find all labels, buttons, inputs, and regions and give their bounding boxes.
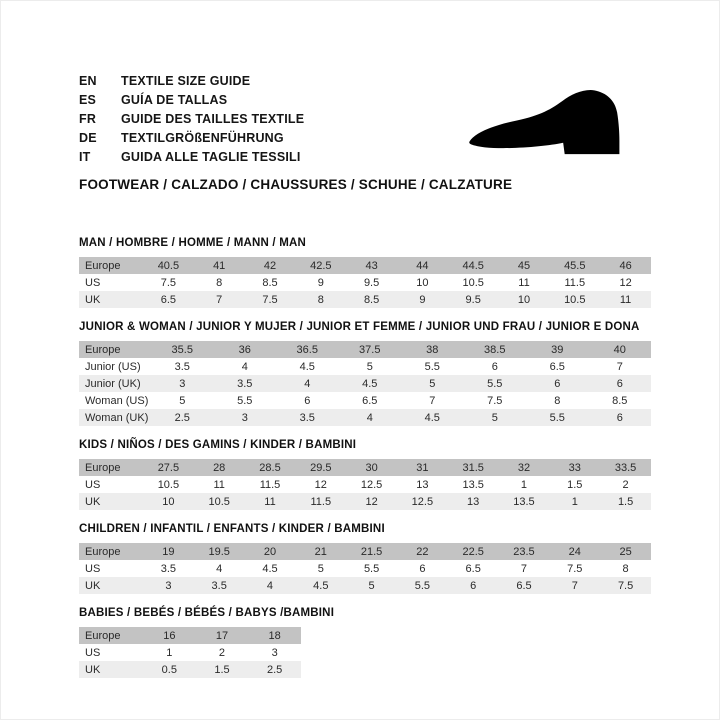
language-code: ES [79,93,97,107]
size-value: 25 [619,545,632,558]
size-value: 6.5 [516,579,532,592]
table-title: KIDS / NIÑOS / DES GAMINS / KINDER / BAMBINI [79,439,357,451]
size-value: 4.5 [424,411,440,424]
size-value: 3.5 [174,360,190,373]
size-tables [79,237,647,678]
size-value: 20 [263,545,277,558]
size-value: 4 [366,411,373,424]
table-row [79,291,651,308]
size-value: 18 [268,629,281,642]
table-row [79,392,651,409]
size-value: 28 [213,461,226,474]
size-value: 5 [366,360,373,373]
size-value: 9 [317,276,324,289]
language-code: EN [79,74,97,88]
size-value: 16 [163,629,176,642]
size-value: 5 [179,394,186,407]
row-label: US [85,646,101,659]
size-value: 11.5 [564,276,586,289]
size-value: 9.5 [465,293,481,306]
row-label: Junior (US) [85,360,141,373]
size-value: 7.5 [262,293,278,306]
table-title: MAN / HOMBRE / HOMME / MANN / MAN [79,237,307,249]
size-value: 4 [304,377,311,390]
table-row [79,257,651,274]
size-value: 11.5 [259,478,281,491]
size-value: 5.5 [414,579,431,592]
size-value: 38.5 [484,343,506,356]
language-code: FR [79,112,97,126]
size-value: 10.5 [564,293,586,306]
size-value: 31.5 [462,461,484,474]
size-table-section [79,237,647,308]
category-heading: FOOTWEAR / CALZADO / CHAUSSURES / SCHUHE / CALZATURE [79,177,513,192]
size-value: 10 [162,495,175,508]
size-value: 7 [429,394,436,407]
size-value: 6 [616,377,623,390]
size-value: 4 [266,579,274,592]
size-value: 45.5 [564,259,586,272]
size-value: 4 [216,562,223,575]
size-value: 38 [426,343,439,356]
row-label: Europe [85,629,121,642]
size-value: 2 [218,646,226,659]
size-value: 8.5 [262,276,278,289]
size-value: 4 [241,360,248,373]
table-row [79,409,651,426]
size-value: 1 [571,495,578,508]
size-value: 7.5 [567,562,583,575]
table-row [79,493,651,510]
size-value: 32 [517,461,531,474]
size-value: 7.5 [487,394,503,407]
size-value: 8 [317,293,324,306]
size-table [79,543,651,594]
size-value: 12 [365,495,378,508]
size-value: 5.5 [237,394,253,407]
row-label: Woman (UK) [85,411,149,424]
size-value: 3 [241,411,248,424]
size-value: 3.5 [299,411,315,424]
size-value: 22 [416,545,429,558]
size-value: 3 [165,579,172,592]
size-table-section [79,523,647,594]
table-row [79,644,301,661]
size-value: 7 [571,579,578,592]
table-title: CHILDREN / INFANTIL / ENFANTS / KINDER / BAMBINI [79,523,385,535]
size-value: 7 [616,360,623,373]
size-value: 35.5 [171,343,193,356]
size-value: 21 [314,545,327,558]
size-value: 33.5 [614,461,637,474]
row-label: US [85,276,101,289]
size-value: 4.5 [262,562,278,575]
size-value: 8 [622,562,629,575]
language-label: GUIDA ALLE TAGLIE TESSILI [121,150,301,164]
size-value: 0.5 [161,663,177,676]
size-table-section [79,439,647,510]
size-value: 44 [416,259,429,272]
size-table [79,627,301,678]
size-table-section [79,321,647,426]
size-value: 17 [215,629,229,642]
size-value: 7 [216,293,223,306]
size-value: 23.5 [513,545,535,558]
size-value: 44.5 [462,259,484,272]
size-value: 29.5 [310,461,332,474]
table-row [79,627,301,644]
size-value: 6.5 [160,293,177,306]
size-value: 5 [429,377,436,390]
size-value: 10.5 [462,276,484,289]
language-code: DE [79,131,97,145]
size-value: 4.5 [299,360,315,373]
size-value: 6.5 [549,360,565,373]
size-value: 46 [619,259,632,272]
size-table [79,257,651,308]
size-value: 12.5 [411,495,434,508]
size-value: 13.5 [462,478,484,491]
size-value: 39 [551,343,564,356]
size-value: 11 [518,276,530,289]
size-value: 12 [619,276,632,289]
size-value: 5 [317,562,324,575]
table-row [79,341,651,358]
row-label: Woman (US) [85,394,149,407]
size-value: 8 [554,394,561,407]
size-value: 1.5 [617,495,634,508]
row-label: Europe [85,545,121,558]
size-table [79,459,651,510]
size-value: 5 [491,411,498,424]
size-value: 3.5 [211,579,227,592]
table-row [79,661,301,678]
row-label: Europe [85,461,121,474]
table-row [79,375,651,392]
size-value: 6 [470,579,477,592]
size-value: 40 [613,343,626,356]
size-value: 28.5 [259,461,281,474]
size-value: 36 [238,343,251,356]
size-value: 41 [213,259,226,272]
table-row [79,358,651,375]
size-value: 2.5 [267,663,283,676]
size-value: 4.5 [313,579,329,592]
size-value: 11.5 [310,495,332,508]
language-label: GUIDE DES TAILLES TEXTILE [121,112,305,126]
size-value: 12.5 [360,478,383,491]
size-value: 5.5 [363,562,380,575]
size-value: 6 [554,377,561,390]
size-value: 40.5 [157,259,180,272]
size-value: 11 [264,495,276,508]
size-value: 6 [616,411,623,424]
size-value: 6 [491,360,498,373]
language-label: GUÍA DE TALLAS [121,93,228,107]
size-value: 43 [365,259,378,272]
size-value: 11 [213,478,225,491]
row-label: UK [85,495,101,508]
size-value: 10 [517,293,531,306]
size-value: 9.5 [363,276,380,289]
size-value: 22.5 [462,545,484,558]
row-label: UK [85,663,101,676]
table-title: JUNIOR & WOMAN / JUNIOR Y MUJER / JUNIOR ET FEMME / JUNIOR UND FRAU / JUNIOR E DONA [79,321,640,333]
size-value: 4.5 [362,377,378,390]
table-row [79,459,651,476]
size-value: 10.5 [208,495,230,508]
size-value: 3.5 [160,562,177,575]
size-value: 2.5 [174,411,190,424]
row-label: Junior (UK) [85,377,141,390]
size-value: 3.5 [237,377,253,390]
language-label: TEXTILGRÖßENFÜHRUNG [121,131,284,145]
table-row [79,274,651,291]
size-value: 6.5 [465,562,481,575]
size-value: 31 [416,461,429,474]
size-value: 13 [416,478,429,491]
size-value: 19.5 [208,545,230,558]
size-value: 2 [622,478,629,491]
size-value: 11 [619,293,632,306]
size-value: 3 [179,377,186,390]
size-value: 5.5 [424,360,440,373]
size-value: 3 [271,646,278,659]
size-value: 42 [263,259,277,272]
size-table-section [79,607,647,678]
size-table [79,341,651,426]
table-row [79,543,651,560]
row-label: US [85,562,101,575]
size-value: 7.5 [160,276,177,289]
size-value: 24 [568,545,581,558]
size-value: 8 [216,276,223,289]
size-value: 8.5 [612,394,628,407]
table-row [79,577,651,594]
size-value: 13 [467,495,480,508]
size-value: 27.5 [157,461,180,474]
size-value: 10.5 [157,478,180,491]
size-value: 1.5 [567,478,583,491]
size-value: 1 [520,478,528,491]
table-row [79,476,651,493]
size-value: 13.5 [513,495,535,508]
size-value: 8.5 [363,293,380,306]
size-value: 9 [419,293,426,306]
size-value: 42.5 [310,259,332,272]
size-value: 21.5 [360,545,383,558]
size-value: 6 [304,394,311,407]
size-value: 37.5 [359,343,381,356]
size-value: 45 [517,259,531,272]
size-value: 30 [365,461,378,474]
size-value: 5.5 [487,377,503,390]
size-value: 5.5 [549,411,565,424]
size-value: 1 [166,646,173,659]
size-value: 5 [368,579,375,592]
size-value: 7.5 [617,579,634,592]
table-row [79,560,651,577]
size-value: 33 [568,461,581,474]
size-value: 6 [419,562,426,575]
row-label: UK [85,293,101,306]
row-label: Europe [85,343,121,356]
size-value: 7 [520,562,528,575]
row-label: UK [85,579,101,592]
language-label: TEXTILE SIZE GUIDE [121,74,251,88]
size-value: 10 [416,276,429,289]
row-label: US [85,478,101,491]
size-value: 19 [162,545,175,558]
row-label: Europe [85,259,121,272]
size-value: 1.5 [214,663,230,676]
size-value: 6.5 [362,394,378,407]
table-title: BABIES / BEBÉS / BÉBÉS / BABYS /BAMBINI [79,607,335,619]
language-code: IT [79,150,91,164]
size-value: 36.5 [296,343,318,356]
shoe-silhouette-icon [461,85,641,161]
size-value: 12 [314,478,327,491]
